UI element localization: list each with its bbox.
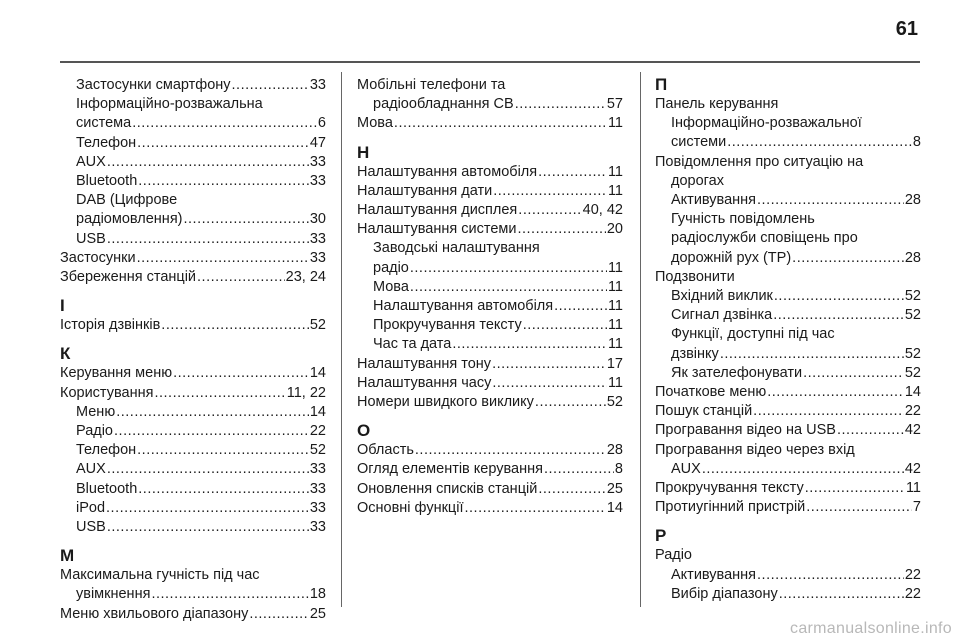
- dot-leader: [114, 422, 309, 441]
- index-entry: [60, 422, 326, 441]
- index-entry-title: Сигнал дзвінка: [671, 307, 773, 324]
- index-entry: [655, 249, 921, 268]
- index-entry-pages: 33: [309, 153, 326, 170]
- dot-leader: [554, 297, 607, 316]
- index-entry-title: дзвінку: [671, 345, 719, 362]
- index-entry-pages: 52: [904, 307, 921, 324]
- index-entry-pages: 11: [607, 259, 623, 276]
- index-entry-title: радіо: [373, 259, 409, 276]
- index-entry: [655, 191, 921, 210]
- index-column-1: [60, 76, 326, 624]
- index-entry-heading: Інформаційно-розважальної: [671, 115, 862, 132]
- index-entry: [357, 374, 623, 393]
- index-entry-title: Користування: [60, 384, 154, 401]
- index-entry-title: радіомовлення): [76, 211, 183, 228]
- dot-leader: [767, 383, 904, 402]
- index-entry: [60, 268, 326, 287]
- index-entry-pages: 11: [905, 480, 921, 497]
- index-entry-title: Мова: [357, 115, 393, 132]
- dot-leader: [173, 364, 309, 383]
- index-entry-heading: дорогах: [671, 172, 724, 189]
- index-entry-title: AUX: [76, 153, 106, 170]
- dot-leader: [492, 374, 607, 393]
- index-entry-pages: 25: [606, 480, 623, 497]
- dot-leader: [837, 421, 904, 440]
- index-entry: [60, 249, 326, 268]
- dot-leader: [132, 114, 317, 133]
- column-divider-2: [640, 72, 641, 607]
- index-entry-pages: 17: [606, 355, 623, 372]
- index-entry-title: увімкнення: [76, 586, 151, 603]
- index-entry-title: Bluetooth: [76, 480, 138, 497]
- header-rule: [60, 61, 920, 63]
- index-entry-heading: Гучність повідомлень: [671, 211, 815, 228]
- index-entry-pages: 33: [309, 499, 326, 516]
- index-entry-title: Область: [357, 442, 414, 459]
- index-entry-title: Програвання відео на USB: [655, 422, 836, 439]
- index-entry-pages: 22: [904, 585, 921, 602]
- index-entry: [357, 114, 623, 133]
- index-entry-title: Мова: [373, 278, 409, 295]
- index-entry-title: Налаштування тону: [357, 355, 492, 372]
- dot-leader: [773, 306, 904, 325]
- section-letter: Р: [655, 526, 667, 546]
- index-entry-title: Телефон: [76, 134, 137, 151]
- dot-leader: [538, 480, 606, 499]
- index-entry-pages: 47: [309, 134, 326, 151]
- index-entry-title: Телефон: [76, 442, 137, 459]
- index-entry-pages: 11: [607, 278, 623, 295]
- index-entry-pages: 14: [606, 499, 623, 516]
- index-entry-pages: 11, 22: [286, 384, 326, 401]
- index-entry-title: Налаштування автомобіля: [357, 163, 538, 180]
- dot-leader: [107, 518, 309, 537]
- index-entry-pages: 8: [614, 461, 623, 478]
- index-entry-pages: 7: [912, 499, 921, 516]
- index-entry-title: Протиугінний пристрій: [655, 499, 806, 516]
- index-entry-title: AUX: [671, 460, 701, 477]
- index-entry-pages: 25: [309, 605, 326, 622]
- index-entry: [655, 306, 921, 325]
- index-entry: [60, 384, 326, 403]
- index-entry: [357, 220, 623, 239]
- dot-leader: [492, 355, 606, 374]
- index-entry-title: Налаштування часу: [357, 374, 492, 391]
- index-entry-title: Збереження станцій: [60, 269, 197, 286]
- index-entry-pages: 14: [309, 365, 326, 382]
- dot-leader: [727, 133, 912, 152]
- dot-leader: [518, 201, 581, 220]
- dot-leader: [753, 402, 904, 421]
- index-entry: [60, 153, 326, 172]
- dot-leader: [151, 585, 308, 604]
- dot-leader: [538, 163, 607, 182]
- index-entry-title: дорожній рух (TP): [671, 249, 792, 266]
- index-entry-pages: 42: [904, 460, 921, 477]
- index-entry-pages: 33: [309, 461, 326, 478]
- dot-leader: [107, 153, 309, 172]
- section-letter: М: [60, 546, 75, 566]
- index-entry: [357, 163, 623, 182]
- index-entry: [60, 403, 326, 422]
- dot-leader: [137, 441, 309, 460]
- dot-leader: [493, 182, 607, 201]
- index-entry-title: Застосунки: [60, 249, 136, 266]
- index-entry: [60, 460, 326, 479]
- index-entry-pages: 22: [309, 423, 326, 440]
- index-entry-pages: 40, 42: [582, 202, 623, 219]
- index-entry-heading: Панель керування: [655, 96, 779, 112]
- index-entry-pages: 6: [317, 115, 326, 132]
- index-entry-title: Налаштування дати: [357, 182, 493, 199]
- index-entry-heading: Повідомлення про ситуацію на: [655, 153, 864, 170]
- index-entry-pages: 22: [904, 403, 921, 420]
- dot-leader: [116, 403, 309, 422]
- index-entry: [357, 278, 623, 297]
- index-entry: [655, 402, 921, 421]
- index-entry-heading: радіослужби сповіщень про: [671, 230, 858, 247]
- index-entry-title: Історія дзвінків: [60, 317, 161, 334]
- index-entry: [655, 287, 921, 306]
- column-divider-1: [341, 72, 342, 607]
- index-entry: [357, 441, 623, 460]
- index-entry: [60, 210, 326, 229]
- index-entry-heading: Максимальна гучність під час: [60, 567, 260, 584]
- index-entry-title: Вибір діапазону: [671, 585, 778, 602]
- index-entry: [655, 421, 921, 440]
- index-entry-heading: Заводські налаштування: [373, 240, 540, 257]
- index-entry-title: Номери швидкого виклику: [357, 394, 534, 411]
- index-entry: [60, 76, 326, 95]
- section-letter: І: [60, 296, 65, 316]
- index-entry-pages: 52: [904, 288, 921, 305]
- dot-leader: [757, 191, 904, 210]
- index-entry: [357, 393, 623, 412]
- index-entry-pages: 11: [607, 182, 623, 199]
- index-entry: [655, 133, 921, 152]
- index-entry-pages: 11: [607, 317, 623, 334]
- index-entry-title: Основні функції: [357, 499, 464, 516]
- index-entry-pages: 52: [904, 345, 921, 362]
- index-entry-pages: 52: [904, 364, 921, 381]
- index-entry-pages: 33: [309, 480, 326, 497]
- index-entry-title: Налаштування системи: [357, 221, 517, 238]
- dot-leader: [107, 460, 309, 479]
- index-entry-pages: 33: [309, 249, 326, 266]
- index-entry-title: Радіо: [76, 423, 114, 440]
- dot-leader: [535, 393, 606, 412]
- index-entry-heading: Мобільні телефони та: [357, 77, 506, 93]
- index-entry: [60, 441, 326, 460]
- index-entry-pages: 14: [309, 403, 326, 420]
- dot-leader: [515, 95, 606, 114]
- index-entry-pages: 11: [607, 336, 623, 353]
- index-entry: [357, 259, 623, 278]
- index-entry-title: Активування: [671, 566, 757, 583]
- index-entry-pages: 33: [309, 230, 326, 247]
- dot-leader: [137, 249, 309, 268]
- index-entry-pages: 57: [606, 96, 623, 113]
- index-entry-pages: 22: [904, 566, 921, 583]
- index-entry-pages: 11: [607, 374, 623, 391]
- index-entry: [357, 460, 623, 479]
- index-entry-pages: 14: [904, 384, 921, 401]
- section-letter: П: [655, 75, 668, 94]
- dot-leader: [452, 335, 607, 354]
- dot-leader: [806, 498, 912, 517]
- dot-leader: [197, 268, 285, 287]
- index-entry-pages: 33: [309, 173, 326, 190]
- dot-leader: [803, 364, 904, 383]
- dot-leader: [779, 585, 904, 604]
- index-entry-pages: 52: [606, 394, 623, 411]
- index-entry: [60, 230, 326, 249]
- index-entry-title: Оновлення списків станцій: [357, 480, 538, 497]
- index-entry-pages: 23, 24: [285, 269, 326, 286]
- dot-leader: [107, 230, 309, 249]
- index-entry-title: Активування: [671, 192, 757, 209]
- index-entry-pages: 28: [606, 442, 623, 459]
- dot-leader: [792, 249, 904, 268]
- index-column-3: [655, 76, 921, 604]
- dot-leader: [137, 134, 309, 153]
- index-entry: [357, 480, 623, 499]
- index-entry: [357, 95, 623, 114]
- index-entry-pages: 52: [309, 317, 326, 334]
- index-entry-title: Як зателефонувати: [671, 364, 803, 381]
- index-entry-title: Bluetooth: [76, 173, 138, 190]
- index-entry-heading: Інформаційно-розважальна: [76, 96, 263, 113]
- section-letter: О: [357, 421, 371, 441]
- dot-leader: [249, 605, 309, 624]
- index-entry-title: Прокручування тексту: [655, 480, 804, 497]
- dot-leader: [410, 278, 607, 297]
- dot-leader: [184, 210, 309, 229]
- index-entry-heading: Радіо: [655, 547, 693, 564]
- index-entry: [357, 316, 623, 335]
- index-entry: [655, 383, 921, 402]
- index-entry: [357, 355, 623, 374]
- index-entry-title: Вхідний виклик: [671, 288, 773, 305]
- dot-leader: [415, 441, 606, 460]
- index-entry-pages: 28: [904, 192, 921, 209]
- dot-leader: [106, 499, 309, 518]
- index-entry-title: системи: [671, 134, 727, 151]
- dot-leader: [544, 460, 614, 479]
- index-entry-title: AUX: [76, 461, 106, 478]
- index-entry: [60, 364, 326, 383]
- index-entry-title: Застосунки смартфону: [76, 77, 231, 93]
- index-entry: [60, 114, 326, 133]
- index-entry: [655, 345, 921, 364]
- index-entry-title: Початкове меню: [655, 384, 767, 401]
- index-entry: [357, 201, 623, 220]
- index-entry-pages: 30: [309, 211, 326, 228]
- index-entry: [655, 479, 921, 498]
- index-entry-pages: 11: [607, 298, 623, 315]
- index-entry-title: Меню: [76, 403, 116, 420]
- index-entry-pages: 42: [904, 422, 921, 439]
- section-letter: К: [60, 344, 71, 364]
- index-entry: [655, 585, 921, 604]
- index-entry-title: Меню хвильового діапазону: [60, 605, 249, 622]
- index-entry-title: Огляд елементів керування: [357, 461, 543, 478]
- index-entry: [655, 566, 921, 585]
- index-column-2: [357, 76, 623, 518]
- index-entry-heading: Програвання відео через вхід: [655, 441, 855, 458]
- section-letter: Н: [357, 142, 370, 162]
- index-entry-pages: 11: [607, 115, 623, 132]
- dot-leader: [464, 499, 605, 518]
- index-entry: [60, 480, 326, 499]
- index-entry-pages: 8: [912, 134, 921, 151]
- index-entry: [357, 182, 623, 201]
- watermark: carmanualsonline.info: [790, 620, 952, 637]
- index-entry-heading: Подзвонити: [655, 268, 735, 285]
- dot-leader: [138, 480, 309, 499]
- index-entry-pages: 52: [309, 442, 326, 459]
- dot-leader: [523, 316, 607, 335]
- dot-leader: [410, 259, 607, 278]
- index-entry-pages: 18: [309, 586, 326, 603]
- index-entry: [655, 364, 921, 383]
- index-entry-pages: 20: [606, 221, 623, 238]
- index-entry-pages: 11: [607, 163, 623, 180]
- dot-leader: [517, 220, 605, 239]
- dot-leader: [757, 566, 904, 585]
- index-entry: [60, 134, 326, 153]
- index-entry-title: Пошук станцій: [655, 403, 753, 420]
- index-entry-title: USB: [76, 230, 106, 247]
- index-entry-pages: 33: [309, 77, 326, 93]
- dot-leader: [805, 479, 905, 498]
- index-entry-title: USB: [76, 519, 106, 536]
- dot-leader: [232, 76, 309, 95]
- index-entry-title: Налаштування дисплея: [357, 202, 518, 219]
- dot-leader: [394, 114, 607, 133]
- index-entry-title: радіообладнання СВ: [373, 96, 514, 113]
- index-entry-title: Налаштування автомобіля: [373, 298, 554, 315]
- index-entry-title: система: [76, 115, 132, 132]
- dot-leader: [720, 345, 904, 364]
- index-entry: [357, 297, 623, 316]
- index-entry: [655, 498, 921, 517]
- dot-leader: [774, 287, 904, 306]
- index-entry: [60, 585, 326, 604]
- index-entry: [60, 605, 326, 624]
- index-entry: [60, 499, 326, 518]
- dot-leader: [154, 384, 285, 403]
- index-entry: [357, 335, 623, 354]
- index-entry-title: Час та дата: [373, 336, 452, 353]
- index-entry: [60, 316, 326, 335]
- dot-leader: [138, 172, 309, 191]
- index-entry-title: Прокручування тексту: [373, 317, 522, 334]
- index-entry-heading: Функції, доступні під час: [671, 326, 835, 343]
- index-entry: [60, 172, 326, 191]
- index-entry: [655, 460, 921, 479]
- dot-leader: [161, 316, 309, 335]
- index-entry: [60, 518, 326, 537]
- dot-leader: [702, 460, 904, 479]
- page-number: 61: [895, 18, 918, 40]
- index-entry: [357, 499, 623, 518]
- index-entry-title: Керування меню: [60, 365, 173, 382]
- index-entry-heading: DAB (Цифрове: [76, 192, 178, 209]
- index-entry-title: iPod: [76, 499, 106, 516]
- index-entry-pages: 28: [904, 249, 921, 266]
- index-entry-pages: 33: [309, 519, 326, 536]
